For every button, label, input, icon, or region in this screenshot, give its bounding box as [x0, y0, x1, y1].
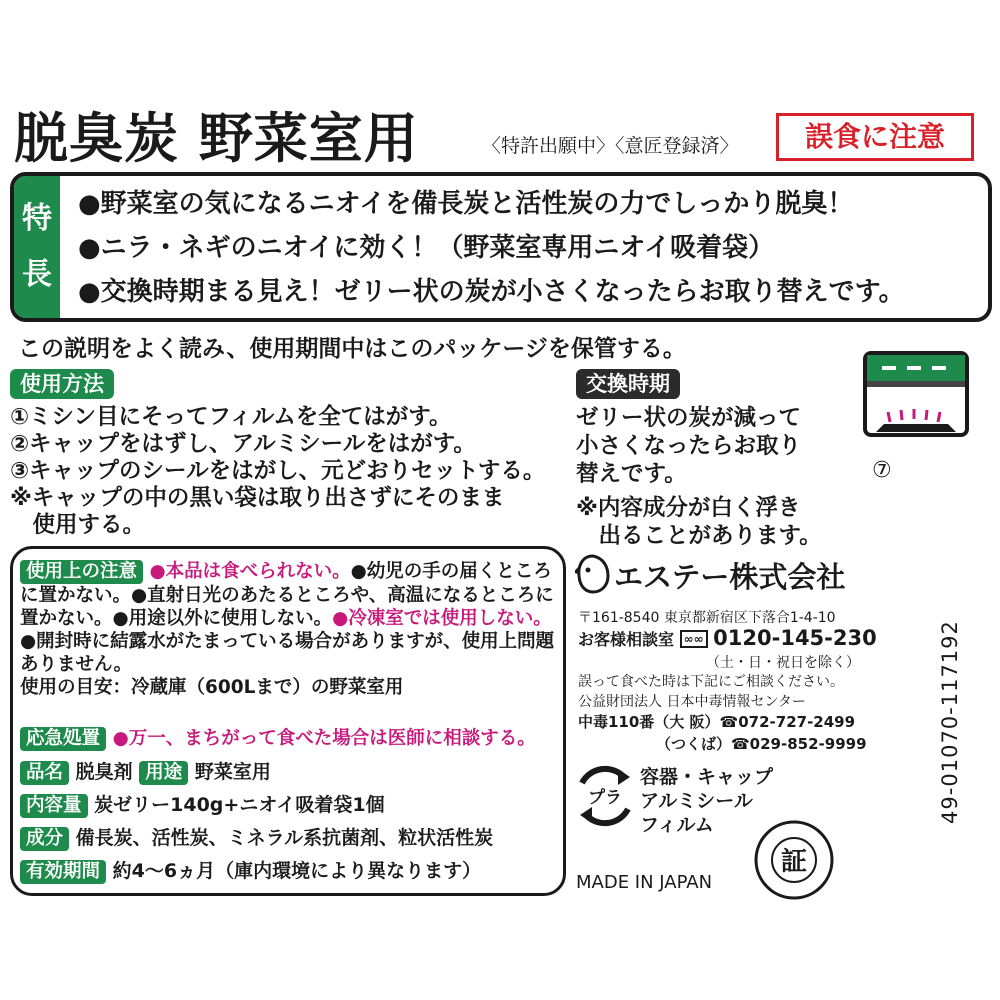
company-logo-icon [575, 552, 611, 596]
recycle-item: 容器・キャップ [640, 766, 774, 788]
product-name-value: 脱臭剤 [75, 761, 133, 783]
recycle-mark-label: プラ [588, 788, 622, 808]
first-aid-tag: 応急処置 [20, 727, 106, 751]
keep-package-notice: この説明をよく読み、使用期間中はこのパッケージを保管する。 [18, 336, 686, 362]
usage-steps [10, 404, 545, 539]
company-address: 〒161-8540 東京都新宿区下落合1-4-10 [578, 610, 836, 626]
recycle-item: フィルム [640, 814, 714, 836]
exchange-line: 替えです。 [576, 461, 687, 487]
warning-badge: 誤食に注意 [776, 113, 974, 161]
usage-step: 使用する。 [10, 512, 146, 538]
use-tag: 用途 [139, 761, 188, 785]
recycle-item: アルミシール [640, 790, 753, 812]
expiry-value: 約4～6ヵ月（庫内環境により異なります） [112, 860, 482, 882]
features-tab-char-1: 特 [22, 201, 52, 236]
exchange-line: 小さくなったらお取り [576, 433, 802, 459]
precautions-text [20, 560, 560, 699]
feature-item: ●交換時期まる見え！ゼリー状の炭が小さくなったらお取り替えです。 [78, 277, 905, 307]
patent-note: 〈特許出願中〉〈意匠登録済〉 [482, 135, 739, 157]
seal-label: 証 [780, 847, 808, 877]
made-in-label: MADE IN JAPAN [576, 872, 713, 893]
use-value: 野菜室用 [194, 761, 271, 783]
expiry-tag: 有効期間 [20, 860, 106, 884]
illustration-mark: ⑦ [872, 458, 892, 483]
usage-step: ※キャップの中の黒い袋は取り出さずにそのまま [10, 485, 505, 511]
company-name: エステー株式会社 [614, 560, 846, 594]
features-box [10, 172, 992, 322]
usage-step: ①ミシン目にそってフィルムを全てはがす。 [10, 404, 452, 430]
exchange-note: 出ることがあります。 [576, 523, 822, 549]
exchange-line: ゼリー状の炭が減って [576, 405, 802, 431]
feature-item: ●ニラ・ネギのニオイに効く！（野菜室専用ニオイ吸着袋） [78, 233, 775, 263]
consult-label: お客様相談室 [578, 630, 675, 649]
precaution-warning: ●冷凍室では使用しない。 [332, 608, 552, 629]
consult-hours: （土・日・祝日を除く） [706, 655, 860, 671]
poison-osaka: 中毒110番（大 阪）☎072-727-2499 [578, 713, 856, 731]
features-list [78, 182, 905, 314]
plastic-recycle-icon [574, 765, 636, 827]
exchange-note: ※内容成分が白く浮き [576, 495, 801, 521]
product-title: 脱臭炭 野菜室用 [14, 107, 419, 170]
feature-item: ●野菜室の気になるニオイを備長炭と活性炭の力でしっかり脱臭！ [78, 189, 854, 219]
ingredients-value: 備長炭、活性炭、ミネラル系抗菌剤、粒状活性炭 [75, 827, 494, 849]
poison-tsukuba: （つくば）☎029-852-9999 [656, 735, 867, 753]
poison-line-2: 公益財団法人 日本中毒情報センター [578, 694, 806, 710]
exchange-heading: 交換時期 [576, 369, 680, 399]
precaution-text: ●幼児の手の届くところに置かない。●直射日光のあたるところや、高温になるところに置かない。●用途以外に使用しない。 [20, 561, 554, 629]
free-dial-icon: ∞∞ [680, 630, 708, 648]
features-tab [14, 176, 60, 318]
usage-step: ③キャップのシールをはがし、元どおりセットする。 [10, 458, 546, 484]
poison-line-1: 誤って食べた時は下記にご相談ください。 [578, 674, 844, 690]
ingredients-tag: 成分 [20, 827, 69, 851]
first-aid-text: ●万一、まちがって食べた場合は医師に相談する。 [112, 728, 536, 749]
exchange-text [576, 404, 822, 550]
barcode-number: 49-01070-117192 [938, 620, 962, 824]
certification-seal-icon [752, 818, 836, 902]
product-illustration-icon [862, 350, 970, 440]
usage-heading: 使用方法 [10, 369, 114, 399]
contents-value: 炭ゼリー140g+ニオイ吸着袋1個 [94, 794, 385, 816]
usage-step: ②キャップをはずし、アルミシールをはがす。 [10, 431, 476, 457]
features-tab-char-2: 長 [22, 257, 52, 292]
precaution-warning: ●本品は食べられない。 [149, 561, 351, 582]
precaution-text: ●開封時に結露水がたまっている場合がありますが、使用上問題ありません。 [20, 631, 555, 675]
usage-guide: 使用の目安：冷蔵庫（600Lまで）の野菜室用 [20, 677, 404, 698]
barcode-number-container [930, 580, 970, 880]
contents-tag: 内容量 [20, 794, 88, 818]
consult-line [578, 626, 877, 650]
precautions-tag: 使用上の注意 [20, 560, 143, 584]
product-name-tag: 品名 [20, 761, 69, 785]
consult-phone: 0120-145-230 [713, 626, 877, 650]
